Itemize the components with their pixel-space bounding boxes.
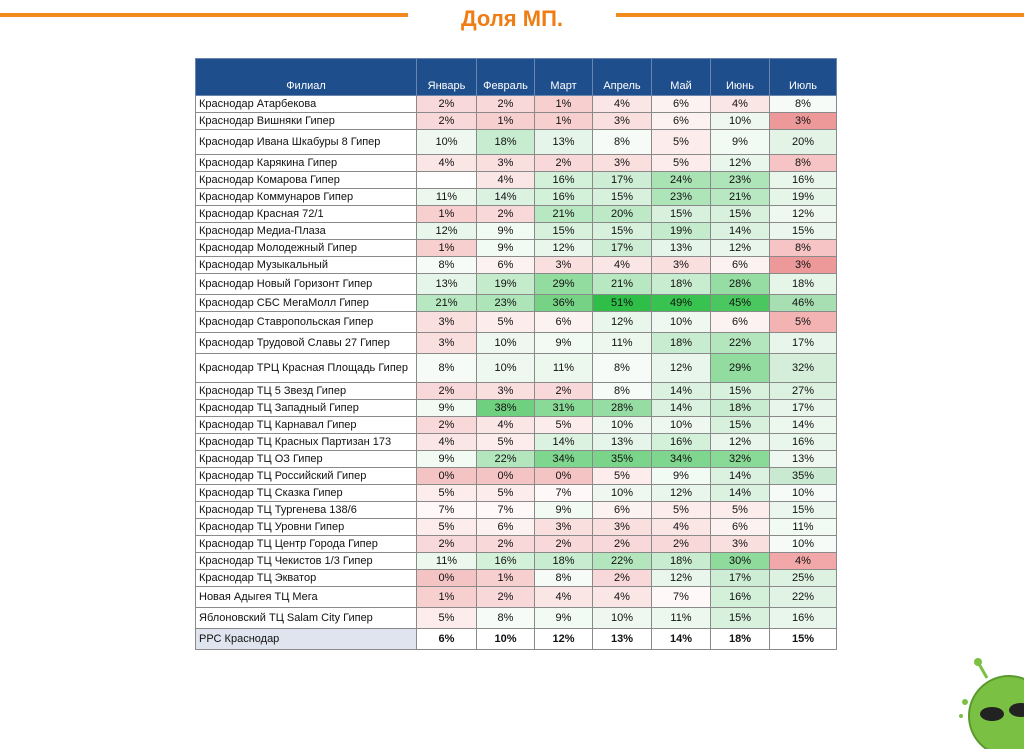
share-cell: 19% <box>652 223 711 240</box>
share-cell: 3% <box>652 257 711 274</box>
share-cell: 15% <box>770 223 837 240</box>
share-cell: 10% <box>652 417 711 434</box>
share-cell: 16% <box>770 434 837 451</box>
share-cell: 5% <box>417 608 477 629</box>
table-row <box>196 172 837 189</box>
table-row <box>196 434 837 451</box>
table-row <box>196 485 837 502</box>
share-cell: 2% <box>417 417 477 434</box>
table-row <box>196 553 837 570</box>
share-cell: 32% <box>711 451 770 468</box>
share-cell: 4% <box>652 519 711 536</box>
share-cell: 2% <box>477 96 535 113</box>
share-cell: 3% <box>535 519 593 536</box>
share-cell: 6% <box>652 96 711 113</box>
share-cell: 4% <box>417 155 477 172</box>
share-cell: 18% <box>652 333 711 354</box>
share-cell: 23% <box>477 295 535 312</box>
share-cell: 2% <box>477 587 535 608</box>
share-cell: 19% <box>477 274 535 295</box>
share-cell: 12% <box>417 223 477 240</box>
share-cell: 5% <box>652 155 711 172</box>
table-row <box>196 383 837 400</box>
branch-name: Краснодар ТЦ 5 Звезд Гипер <box>196 383 417 400</box>
share-cell: 2% <box>652 536 711 553</box>
share-cell: 16% <box>711 587 770 608</box>
total-cell: 13% <box>593 629 652 650</box>
share-cell: 0% <box>417 468 477 485</box>
share-cell: 10% <box>770 536 837 553</box>
share-cell: 9% <box>417 400 477 417</box>
share-cell: 11% <box>535 354 593 383</box>
share-cell: 12% <box>535 240 593 257</box>
share-cell: 29% <box>535 274 593 295</box>
branch-name: Краснодар ТЦ Российский Гипер <box>196 468 417 485</box>
share-cell: 17% <box>770 333 837 354</box>
column-header: Февраль <box>477 59 535 96</box>
share-cell: 10% <box>711 113 770 130</box>
share-cell: 3% <box>593 113 652 130</box>
share-cell: 23% <box>711 172 770 189</box>
share-cell: 32% <box>770 354 837 383</box>
share-cell: 15% <box>770 502 837 519</box>
share-cell: 10% <box>477 354 535 383</box>
share-cell: 2% <box>417 383 477 400</box>
share-cell: 25% <box>770 570 837 587</box>
share-cell: 10% <box>593 485 652 502</box>
share-cell: 12% <box>711 155 770 172</box>
table-row <box>196 333 837 354</box>
share-cell: 17% <box>593 240 652 257</box>
branch-name: Краснодар Коммунаров Гипер <box>196 189 417 206</box>
share-cell: 3% <box>477 155 535 172</box>
share-cell: 21% <box>593 274 652 295</box>
column-header: Июль <box>770 59 837 96</box>
share-cell: 1% <box>417 206 477 223</box>
share-cell: 8% <box>535 570 593 587</box>
column-header: Июнь <box>711 59 770 96</box>
share-cell: 3% <box>770 113 837 130</box>
branch-name: Краснодар Медиа-Плаза <box>196 223 417 240</box>
share-cell: 1% <box>535 113 593 130</box>
table-row <box>196 451 837 468</box>
table-row <box>196 96 837 113</box>
table-row <box>196 536 837 553</box>
share-cell: 36% <box>535 295 593 312</box>
total-cell: 18% <box>711 629 770 650</box>
share-cell: 1% <box>417 240 477 257</box>
share-cell: 3% <box>417 333 477 354</box>
share-cell: 6% <box>711 312 770 333</box>
share-cell: 10% <box>652 312 711 333</box>
share-cell: 6% <box>652 113 711 130</box>
table-row <box>196 206 837 223</box>
share-cell: 9% <box>477 223 535 240</box>
share-cell: 1% <box>535 96 593 113</box>
table-row <box>196 257 837 274</box>
share-cell: 12% <box>711 434 770 451</box>
share-cell: 0% <box>477 468 535 485</box>
column-header: Филиал <box>196 59 417 96</box>
share-cell: 5% <box>417 485 477 502</box>
share-cell: 21% <box>535 206 593 223</box>
share-cell: 4% <box>593 257 652 274</box>
share-cell: 11% <box>417 189 477 206</box>
branch-name: Краснодар Красная 72/1 <box>196 206 417 223</box>
branch-name: Краснодар ТЦ Сказка Гипер <box>196 485 417 502</box>
branch-name: Краснодар ТРЦ Красная Площадь Гипер <box>196 354 417 383</box>
share-cell: 14% <box>711 468 770 485</box>
share-cell: 15% <box>711 206 770 223</box>
share-cell: 3% <box>711 536 770 553</box>
share-cell: 4% <box>477 172 535 189</box>
share-cell: 12% <box>652 485 711 502</box>
table-row <box>196 189 837 206</box>
share-cell: 8% <box>770 96 837 113</box>
share-cell: 3% <box>593 519 652 536</box>
share-cell: 3% <box>477 383 535 400</box>
share-cell: 10% <box>770 485 837 502</box>
share-cell <box>417 172 477 189</box>
share-cell: 16% <box>535 172 593 189</box>
share-cell: 15% <box>711 608 770 629</box>
share-cell: 5% <box>477 312 535 333</box>
share-cell: 9% <box>535 608 593 629</box>
share-cell: 16% <box>770 172 837 189</box>
share-cell: 10% <box>477 333 535 354</box>
table-row <box>196 130 837 155</box>
branch-name: Краснодар Ставропольская Гипер <box>196 312 417 333</box>
share-cell: 14% <box>711 223 770 240</box>
share-cell: 18% <box>477 130 535 155</box>
share-cell: 2% <box>477 206 535 223</box>
table-row <box>196 608 837 629</box>
total-cell: 10% <box>477 629 535 650</box>
share-cell: 10% <box>593 608 652 629</box>
share-cell: 7% <box>417 502 477 519</box>
branch-name: Новая Адыгея ТЦ Мега <box>196 587 417 608</box>
share-cell: 12% <box>711 240 770 257</box>
share-cell: 18% <box>770 274 837 295</box>
share-cell: 28% <box>593 400 652 417</box>
share-cell: 11% <box>593 333 652 354</box>
share-cell: 22% <box>477 451 535 468</box>
branch-name: Краснодар Трудовой Славы 27 Гипер <box>196 333 417 354</box>
total-cell: 12% <box>535 629 593 650</box>
share-cell: 8% <box>477 608 535 629</box>
share-cell: 8% <box>593 383 652 400</box>
share-cell: 38% <box>477 400 535 417</box>
share-cell: 12% <box>652 570 711 587</box>
share-cell: 16% <box>535 189 593 206</box>
share-cell: 22% <box>770 587 837 608</box>
share-cell: 12% <box>652 354 711 383</box>
share-cell: 8% <box>417 257 477 274</box>
share-cell: 9% <box>535 333 593 354</box>
branch-name: Краснодар ТЦ Экватор <box>196 570 417 587</box>
share-cell: 13% <box>417 274 477 295</box>
share-cell: 2% <box>593 536 652 553</box>
table-row <box>196 417 837 434</box>
share-cell: 13% <box>593 434 652 451</box>
page-title: Доля МП. <box>460 6 563 31</box>
share-cell: 45% <box>711 295 770 312</box>
share-cell: 17% <box>770 400 837 417</box>
table-row <box>196 312 837 333</box>
share-cell: 4% <box>593 587 652 608</box>
share-cell: 46% <box>770 295 837 312</box>
share-cell: 9% <box>711 130 770 155</box>
share-cell: 0% <box>535 468 593 485</box>
share-cell: 6% <box>711 257 770 274</box>
share-cell: 16% <box>652 434 711 451</box>
share-cell: 18% <box>535 553 593 570</box>
share-cell: 2% <box>417 96 477 113</box>
column-header: Январь <box>417 59 477 96</box>
share-cell: 31% <box>535 400 593 417</box>
share-cell: 15% <box>652 206 711 223</box>
share-cell: 15% <box>593 189 652 206</box>
share-cell: 2% <box>535 383 593 400</box>
share-cell: 11% <box>417 553 477 570</box>
share-cell: 6% <box>477 519 535 536</box>
total-cell: 15% <box>770 629 837 650</box>
branch-name: Краснодар Ивана Шкабуры 8 Гипер <box>196 130 417 155</box>
share-cell: 21% <box>711 189 770 206</box>
column-header: Март <box>535 59 593 96</box>
share-cell: 13% <box>535 130 593 155</box>
table-row <box>196 587 837 608</box>
share-cell: 17% <box>593 172 652 189</box>
branch-name: Краснодар СБС МегаМолл Гипер <box>196 295 417 312</box>
branch-name: Краснодар ТЦ ОЗ Гипер <box>196 451 417 468</box>
total-cell: 14% <box>652 629 711 650</box>
share-cell: 9% <box>535 502 593 519</box>
share-cell: 18% <box>652 553 711 570</box>
share-cell: 12% <box>770 206 837 223</box>
share-cell: 22% <box>593 553 652 570</box>
table-row <box>196 570 837 587</box>
share-cell: 10% <box>417 130 477 155</box>
table-row <box>196 400 837 417</box>
share-cell: 13% <box>652 240 711 257</box>
share-cell: 24% <box>652 172 711 189</box>
table-row <box>196 502 837 519</box>
share-cell: 5% <box>652 502 711 519</box>
share-cell: 14% <box>652 383 711 400</box>
share-cell: 16% <box>477 553 535 570</box>
share-cell: 5% <box>770 312 837 333</box>
share-cell: 15% <box>711 383 770 400</box>
share-cell: 6% <box>711 519 770 536</box>
share-cell: 9% <box>417 451 477 468</box>
share-cell: 2% <box>417 536 477 553</box>
share-cell: 27% <box>770 383 837 400</box>
share-cell: 12% <box>593 312 652 333</box>
share-cell: 0% <box>417 570 477 587</box>
column-header: Апрель <box>593 59 652 96</box>
table-row <box>196 354 837 383</box>
share-cell: 3% <box>770 257 837 274</box>
share-cell: 34% <box>652 451 711 468</box>
table-row <box>196 295 837 312</box>
share-cell: 8% <box>417 354 477 383</box>
branch-name: Краснодар Карякина Гипер <box>196 155 417 172</box>
share-cell: 35% <box>593 451 652 468</box>
share-table <box>195 58 837 650</box>
table-header-row <box>196 59 837 96</box>
branch-name: Краснодар Новый Горизонт Гипер <box>196 274 417 295</box>
share-cell: 4% <box>593 96 652 113</box>
share-cell: 1% <box>477 570 535 587</box>
share-cell: 8% <box>770 155 837 172</box>
share-cell: 8% <box>770 240 837 257</box>
share-cell: 15% <box>711 417 770 434</box>
share-cell: 14% <box>477 189 535 206</box>
share-cell: 5% <box>417 519 477 536</box>
share-cell: 17% <box>711 570 770 587</box>
share-cell: 2% <box>535 155 593 172</box>
share-cell: 3% <box>535 257 593 274</box>
share-cell: 34% <box>535 451 593 468</box>
share-cell: 14% <box>652 400 711 417</box>
share-cell: 28% <box>711 274 770 295</box>
share-cell: 18% <box>711 400 770 417</box>
share-cell: 15% <box>535 223 593 240</box>
total-label: РРС Краснодар <box>196 629 417 650</box>
share-cell: 4% <box>711 96 770 113</box>
share-cell: 3% <box>417 312 477 333</box>
total-row <box>196 629 837 650</box>
share-cell: 14% <box>535 434 593 451</box>
share-cell: 51% <box>593 295 652 312</box>
share-cell: 2% <box>535 536 593 553</box>
mascot-icon <box>947 654 1024 749</box>
table-row <box>196 274 837 295</box>
share-cell: 2% <box>593 570 652 587</box>
branch-name: Краснодар ТЦ Тургенева 138/6 <box>196 502 417 519</box>
share-cell: 3% <box>593 155 652 172</box>
share-cell: 10% <box>593 417 652 434</box>
table-row <box>196 223 837 240</box>
table-row <box>196 240 837 257</box>
share-cell: 30% <box>711 553 770 570</box>
share-cell: 1% <box>417 587 477 608</box>
table-row <box>196 468 837 485</box>
share-cell: 14% <box>711 485 770 502</box>
share-cell: 5% <box>652 130 711 155</box>
table-row <box>196 155 837 172</box>
share-cell: 9% <box>652 468 711 485</box>
share-cell: 6% <box>477 257 535 274</box>
branch-name: Краснодар Вишняки Гипер <box>196 113 417 130</box>
branch-name: Краснодар Атарбекова <box>196 96 417 113</box>
share-cell: 5% <box>477 434 535 451</box>
share-cell: 5% <box>535 417 593 434</box>
branch-name: Краснодар Молодежный Гипер <box>196 240 417 257</box>
share-cell: 16% <box>770 608 837 629</box>
branch-name: Краснодар Музыкальный <box>196 257 417 274</box>
share-cell: 4% <box>477 417 535 434</box>
branch-name: Яблоновский ТЦ Salam City Гипер <box>196 608 417 629</box>
share-cell: 18% <box>652 274 711 295</box>
share-cell: 2% <box>477 536 535 553</box>
share-cell: 15% <box>593 223 652 240</box>
share-cell: 6% <box>535 312 593 333</box>
branch-name: Краснодар ТЦ Уровни Гипер <box>196 519 417 536</box>
branch-name: Краснодар ТЦ Центр Города Гипер <box>196 536 417 553</box>
table-row <box>196 519 837 536</box>
branch-name: Краснодар ТЦ Западный Гипер <box>196 400 417 417</box>
branch-name: Краснодар Комарова Гипер <box>196 172 417 189</box>
total-cell: 6% <box>417 629 477 650</box>
share-cell: 21% <box>417 295 477 312</box>
branch-name: Краснодар ТЦ Карнавал Гипер <box>196 417 417 434</box>
share-cell: 7% <box>477 502 535 519</box>
share-cell: 4% <box>770 553 837 570</box>
share-cell: 49% <box>652 295 711 312</box>
table-row <box>196 113 837 130</box>
share-cell: 14% <box>770 417 837 434</box>
column-header: Май <box>652 59 711 96</box>
share-cell: 20% <box>593 206 652 223</box>
share-cell: 1% <box>477 113 535 130</box>
branch-name: Краснодар ТЦ Красных Партизан 173 <box>196 434 417 451</box>
share-cell: 20% <box>770 130 837 155</box>
share-cell: 11% <box>770 519 837 536</box>
share-cell: 19% <box>770 189 837 206</box>
share-cell: 7% <box>652 587 711 608</box>
share-cell: 22% <box>711 333 770 354</box>
share-cell: 4% <box>535 587 593 608</box>
share-cell: 6% <box>593 502 652 519</box>
share-cell: 9% <box>477 240 535 257</box>
share-cell: 5% <box>711 502 770 519</box>
share-cell: 35% <box>770 468 837 485</box>
share-cell: 29% <box>711 354 770 383</box>
share-cell: 4% <box>417 434 477 451</box>
share-cell: 23% <box>652 189 711 206</box>
share-cell: 5% <box>477 485 535 502</box>
branch-name: Краснодар ТЦ Чекистов 1/3 Гипер <box>196 553 417 570</box>
share-cell: 11% <box>652 608 711 629</box>
share-cell: 5% <box>593 468 652 485</box>
share-cell: 7% <box>535 485 593 502</box>
share-cell: 8% <box>593 130 652 155</box>
share-cell: 13% <box>770 451 837 468</box>
share-cell: 2% <box>417 113 477 130</box>
share-cell: 8% <box>593 354 652 383</box>
